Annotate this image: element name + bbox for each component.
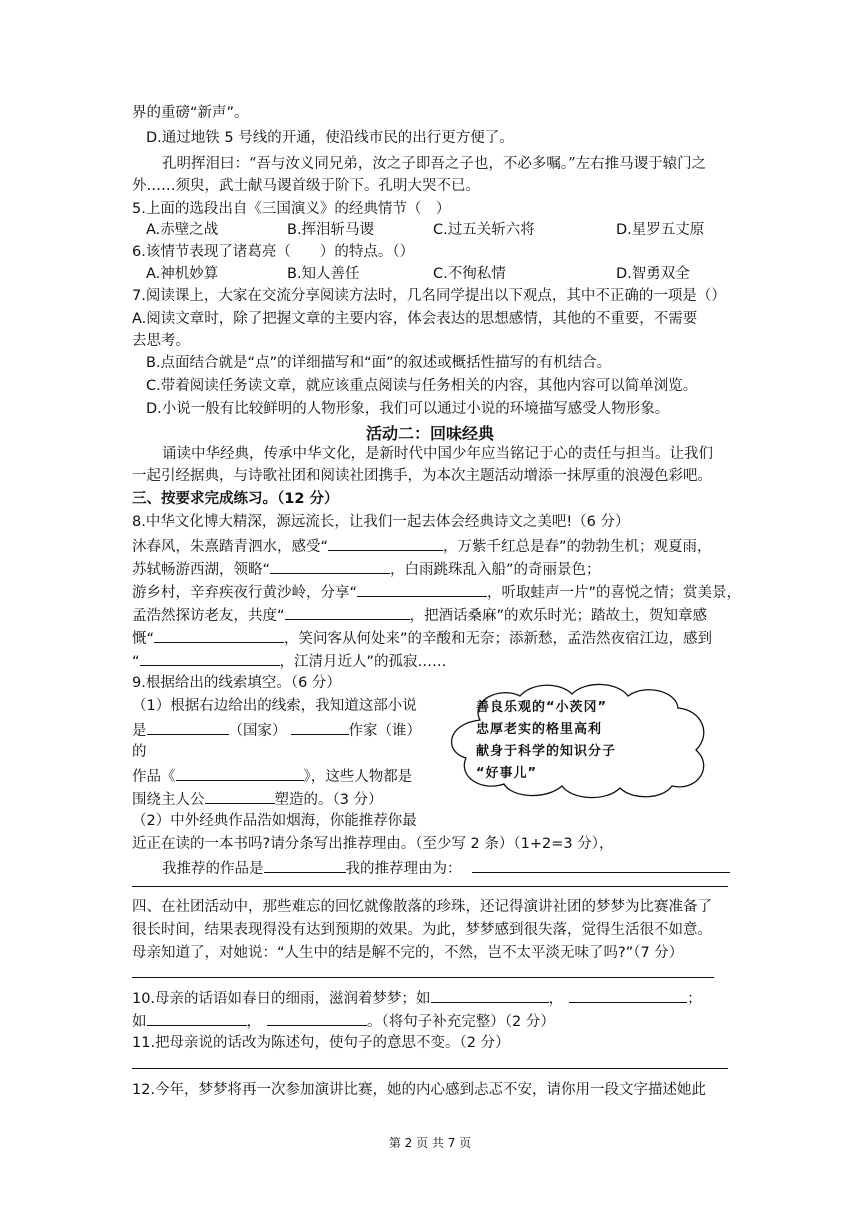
option-a-cont: 去思考。 — [132, 333, 190, 349]
question-6: 6.该情节表现了诸葛亮（ ）的特点。（） — [132, 244, 415, 260]
question-5: 5.上面的选段出自《三国演义》的经典情节（ ） — [132, 201, 451, 217]
text-line: 的 — [132, 744, 147, 760]
fill-line — [132, 535, 712, 557]
question-8: 8.中华文化博大精深，源远流长，让我们一起去体会经典诗文之美吧!（6 分） — [132, 514, 630, 530]
text: ，听取蛙声一片”的喜悦之情；赏美景， — [487, 585, 742, 601]
text: 围绕主人公 — [132, 792, 205, 808]
option-d: D.智勇双全 — [616, 266, 690, 282]
answer-blank[interactable] — [431, 987, 549, 1003]
text: ； — [687, 991, 702, 1007]
answer-line[interactable] — [132, 1068, 728, 1069]
answer-blank[interactable] — [154, 627, 284, 643]
answer-blank[interactable] — [569, 987, 687, 1003]
text: （国家） — [228, 723, 287, 739]
section-paragraph: 四、在社团活动中，那些难忘的回忆就像散落的珍珠，还记得演讲社团的梦梦为比赛准备了 — [132, 899, 712, 915]
text: 。（将句子补充完整）（2 分） — [367, 1014, 555, 1030]
answer-blank[interactable] — [140, 650, 280, 666]
text: 作品《 — [132, 769, 176, 785]
excerpt-line: 孔明挥泪曰：“吾与汝义同兄弟，汝之子即吾之子也，不必多嘱。”左右推马谡于辕门之 — [162, 156, 707, 172]
fill-line — [132, 1010, 555, 1032]
text: “ — [132, 654, 140, 670]
text: 孟浩然探访老友，共度“ — [132, 608, 285, 624]
text: 作家（谁） — [348, 723, 421, 739]
answer-blank[interactable] — [176, 765, 304, 781]
text: ， — [246, 1014, 261, 1030]
q9-part1: （1）根据右边给出的线索，我知道这部小说 — [132, 698, 417, 714]
fill-line — [132, 581, 741, 603]
option-d: D.星罗五丈原 — [616, 222, 705, 238]
text: ，白雨跳珠乱入船”的奇丽景色； — [390, 562, 601, 578]
text: 塑造的。（3 分） — [274, 792, 383, 808]
answer-blank[interactable] — [267, 1010, 367, 1026]
text-line: 界的重磅“新声”。 — [132, 105, 249, 121]
fill-line — [132, 719, 421, 741]
fill-line — [132, 987, 702, 1009]
text: 慨“ — [132, 631, 155, 647]
cloud-clue: 献身于科学的知识分子 — [476, 744, 617, 759]
option-a: A.赤壁之战 — [146, 222, 219, 238]
text: ，笑问客从何处来”的辛酸和无奈；添新愁，孟浩然夜宿江边，感到 — [284, 631, 713, 647]
option-b: B.点面结合就是“点”的详细描写和“面”的叙述或概括性描写的有机结合。 — [146, 355, 612, 371]
intro-paragraph: 一起引经据典，与诗歌社团和阅读社团携手，为本次主题活动增添一抹厚重的浪漫色彩吧。 — [132, 468, 712, 484]
text: ，万紫千红总是春”的勃勃生机；观夏雨， — [443, 539, 712, 555]
question-9: 9.根据给出的线索填空。（6 分） — [132, 675, 341, 691]
q9-part2-cont: 近正在读的一本书吗?请分条写出推荐理由。（至少写 2 条）（1+2=3 分）， — [132, 836, 614, 852]
text: 沐春风，朱熹踏青泗水，感受“ — [132, 539, 329, 555]
question-7: 7.阅读课上，大家在交流分享阅读方法时，几名同学提出以下观点，其中不正确的一项是（） — [132, 288, 726, 304]
q9-part2: （2）中外经典作品浩如烟海，你能推荐你最 — [132, 813, 417, 829]
answer-blank[interactable] — [270, 558, 390, 574]
option-c: C.带着阅读任务读文章，就应该重点阅读与任务相关的内容，其他内容可以简单浏览。 — [146, 378, 698, 394]
option-c: C.不徇私情 — [433, 266, 506, 282]
section-heading: 三、按要求完成练习。（12 分） — [132, 491, 339, 507]
text: 我推荐的作品是 — [162, 861, 264, 877]
text: 苏轼畅游西湖，领略“ — [132, 562, 271, 578]
option-a: A.神机妙算 — [146, 266, 219, 282]
page-number: 第 2 页 共 7 页 — [388, 1136, 472, 1150]
fill-line — [132, 604, 707, 626]
option-d: D.小说一般有比较鲜明的人物形象，我们可以通过小说的环境描写感受人物形象。 — [146, 401, 670, 417]
text: 是 — [132, 723, 147, 739]
answer-blank[interactable] — [205, 788, 275, 804]
intro-paragraph: 诵读中华经典，传承中华文化，是新时代中国少年应当铭记于心的责任与担当。让我们 — [162, 446, 713, 462]
question-11: 11.把母亲说的话改为陈述句，使句子的意思不变。（2 分） — [132, 1035, 510, 1051]
text: 我的推荐理由为： — [345, 861, 462, 877]
text: ，江清月近人”的孤寂…… — [279, 654, 447, 670]
text: 10.母亲的话语如春日的细雨，滋润着梦梦；如 — [132, 991, 431, 1007]
text: ，把酒话桑麻”的欢乐时光；踏故土，贺知章感 — [409, 608, 708, 624]
answer-blank[interactable] — [291, 719, 349, 735]
question-12: 12.今年，梦梦将再一次参加演讲比赛，她的内心感到忐忑不安，请你用一段文字描述她此 — [132, 1082, 707, 1098]
fill-line — [132, 627, 712, 649]
section-paragraph: 母亲知道了，对她说：“人生中的结是解不完的，不然，岂不太平淡无味了吗?”（7 分） — [132, 945, 684, 961]
option-c: C.过五关斩六将 — [433, 222, 535, 238]
option-b: B.知人善任 — [287, 266, 360, 282]
option-b: B.挥泪斩马谡 — [287, 222, 375, 238]
answer-line[interactable] — [132, 886, 728, 887]
section-title: 活动二：回味经典 — [365, 424, 494, 443]
answer-blank[interactable] — [264, 857, 346, 873]
fill-line — [132, 558, 601, 580]
cloud-clue: 善良乐观的“小茨冈” — [476, 700, 608, 715]
answer-blank[interactable] — [285, 604, 410, 620]
option-d: D.通过地铁 5 号线的开通，使沿线市民的出行更方便了。 — [146, 130, 514, 146]
fill-line — [132, 765, 412, 787]
answer-blank[interactable] — [328, 535, 443, 551]
answer-line[interactable] — [132, 977, 714, 978]
text: 如 — [132, 1014, 147, 1030]
text: 游乡村，辛弃疾夜行黄沙岭，分享“ — [132, 585, 358, 601]
excerpt-line: 外……须臾，武士献马谡首级于阶下。孔明大哭不已。 — [132, 178, 480, 194]
option-a: A.阅读文章时，除了把握文章的主要内容，体会表达的思想感情，其他的不重要，不需要 — [132, 311, 698, 327]
section-paragraph: 很长时间，结果表现得没有达到预期的效果。为此，梦梦感到很失落，觉得生活很不如意。 — [132, 922, 712, 938]
text: ， — [548, 991, 564, 1007]
answer-blank[interactable] — [472, 857, 730, 873]
answer-blank[interactable] — [147, 719, 229, 735]
fill-line — [132, 788, 383, 810]
answer-blank[interactable] — [357, 581, 487, 597]
answer-blank[interactable] — [147, 1010, 247, 1026]
cloud-clue: 忠厚老实的格里高利 — [476, 722, 603, 737]
text: 》，这些人物都是 — [303, 769, 413, 785]
fill-line — [132, 650, 447, 672]
cloud-clue: “好事儿” — [476, 766, 538, 781]
fill-line — [162, 857, 730, 879]
